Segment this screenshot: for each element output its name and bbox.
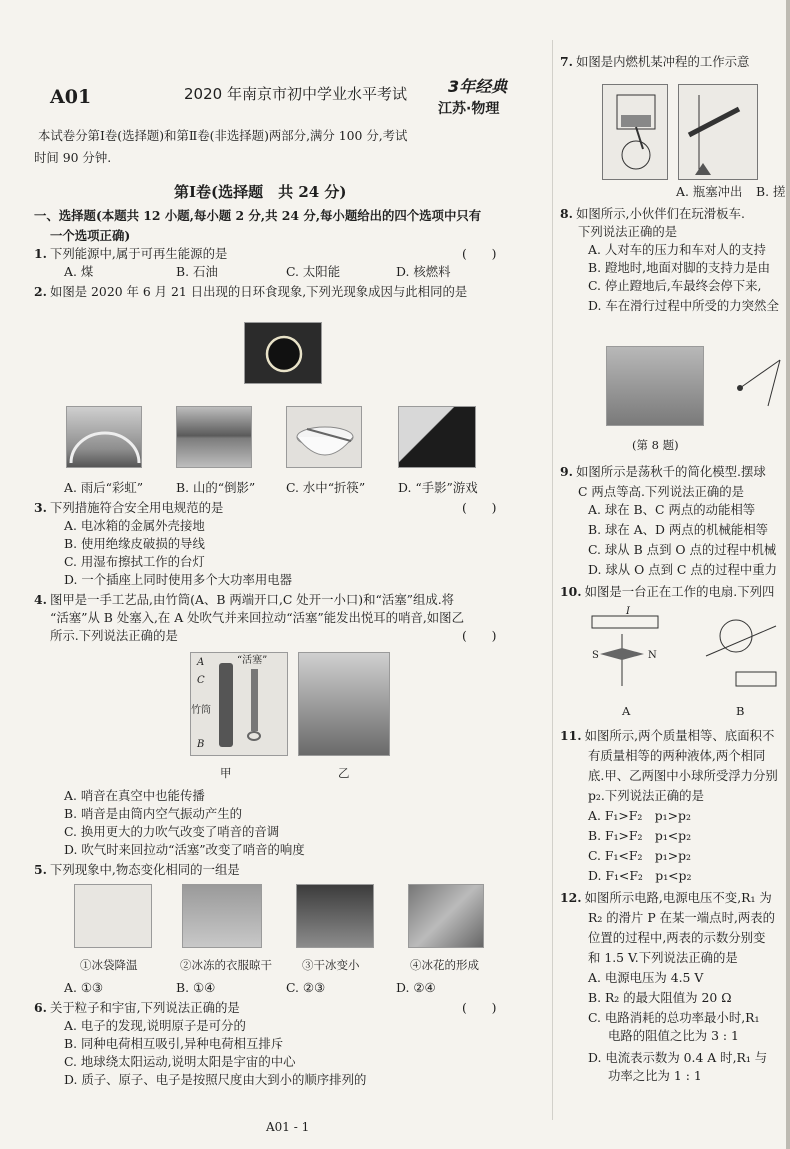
scooter-kids-photo [606, 346, 704, 426]
brand-logo [438, 74, 507, 120]
q8-option-c: C. 停止蹬地后,车最终会停下来, [588, 278, 762, 293]
label-plunger: “活塞” [237, 655, 268, 666]
q5-option-c: C. ②③ [286, 980, 326, 995]
q4-option-a: A. 哨音在真空中也能传播 [64, 788, 205, 803]
q9-option-a: A. 球在 B、C 两点的动能相等 [588, 502, 756, 517]
section-instruction-1: 一、选择题(本题共 12 小题,每小题 2 分,共 24 分,每小题给出的四个选项中只有 [34, 208, 482, 223]
hand-crank-generator-icon [696, 606, 786, 696]
q12-option-d-1: D. 电流表示数为 0.4 A 时,R₁ 与 [588, 1050, 768, 1065]
current-i-label: I [626, 606, 630, 617]
q11-stem-3: 底.甲、乙两图中小球所受浮力分别 [588, 768, 778, 783]
q7-stem: 如图是内燃机某冲程的工作示意 [575, 54, 750, 69]
q11-option-d: D. F₁<F₂ p₁<p₂ [588, 868, 692, 883]
q7-option-a: A. 瓶塞冲出 [676, 184, 743, 199]
q4-stem-1: 图甲是一手工艺品,由竹筒(A、B 两端开口,C 处开一小口)和“活塞”组成.将 [49, 592, 455, 607]
q4-option-c: C. 换用更大的力吹气改变了哨音的音调 [64, 824, 280, 839]
q12-option-c-2: 电路的阻值之比为 3 : 1 [608, 1028, 739, 1043]
rainbow-photo [66, 406, 142, 468]
question-7 [560, 52, 749, 72]
ice-flower-photo [408, 884, 484, 948]
q4-option-b: B. 哨音是由筒内空气振动产生的 [64, 806, 243, 821]
pole-n-label: N [648, 650, 657, 661]
question-1 [34, 244, 227, 264]
intro-line-1: 本试卷分第Ⅰ卷(选择题)和第Ⅱ卷(非选择题)两部分,满分 100 分,考试 [38, 128, 408, 143]
q11-number: 11. [560, 728, 582, 743]
pole-s-label: S [592, 650, 599, 661]
question-8 [560, 204, 745, 224]
plunger-ring-shape [247, 731, 261, 741]
q9-option-c: C. 球从 B 点到 O 点的过程中机械 [588, 542, 777, 557]
q9-stem-2: C 两点等高.下列说法正确的是 [578, 484, 745, 499]
q11-stem-4: p₂.下列说法正确的是 [588, 788, 704, 803]
label-c: C [197, 675, 205, 686]
label-b: B [197, 739, 205, 750]
q10-stem: 如图是一台正在工作的电扇.下列四 [584, 584, 775, 599]
q1-option-a: A. 煤 [64, 264, 94, 279]
page-footer: A01 - 1 [266, 1120, 310, 1134]
q6-stem: 关于粒子和宇宙,下列说法正确的是 [49, 1000, 240, 1015]
brand-bottom: 江苏·物理 [438, 100, 500, 117]
q3-stem: 下列措施符合安全用电规范的是 [49, 500, 224, 515]
solar-eclipse-photo [244, 322, 322, 384]
q1-option-d: D. 核燃料 [396, 264, 451, 279]
q12-stem-2: R₂ 的滑片 P 在某一端点时,两表的 [588, 910, 776, 925]
q3-option-b: B. 使用绝缘皮破损的导线 [64, 536, 205, 551]
q5-caption-4: ④冰花的形成 [410, 958, 479, 972]
q6-option-a: A. 电子的发现,说明原子是可分的 [64, 1018, 246, 1033]
q9-option-b: B. 球在 A、D 两点的机械能相等 [588, 522, 769, 537]
brand-top: 3年经典 [448, 77, 508, 96]
test-tube-icon [679, 85, 759, 181]
q12-stem-1: 如图所示电路,电源电压不变,R₁ 为 [584, 890, 772, 905]
hand-shadow-photo [398, 406, 476, 468]
bowl-icon [287, 407, 362, 468]
q8-option-a: A. 人对车的压力和车对人的支持 [588, 242, 766, 257]
q12-option-c-1: C. 电路消耗的总功率最小时,R₁ [588, 1010, 760, 1025]
q8-option-d: D. 车在滑行过程中所受的力突然全 [588, 298, 779, 313]
q2-option-b: B. 山的“倒影” [176, 480, 256, 495]
q2-option-a: A. 雨后“彩虹” [64, 480, 144, 495]
q11-stem-2: 有质量相等的两种液体,两个相同 [588, 748, 766, 763]
label-tube: 竹筒 [191, 705, 211, 716]
q12-stem-4: 和 1.5 V.下列说法正确的是 [588, 950, 738, 965]
dry-ice-photo [296, 884, 374, 948]
q6-option-d: D. 质子、原子、电子是按照尺度由大到小的顺序排列的 [64, 1072, 367, 1087]
q5-option-a: A. ①③ [64, 980, 104, 995]
q1-number: 1. [34, 246, 47, 261]
q11-stem-1: 如图所示,两个质量相等、底面积不 [584, 728, 775, 743]
test-tube-cork-diagram [678, 84, 758, 180]
bamboo-whistle-figure [190, 652, 288, 756]
question-2 [34, 282, 467, 302]
section-instruction-2: 一个选项正确) [50, 228, 131, 243]
q10-figure-b [696, 606, 786, 696]
q10-number: 10. [560, 584, 582, 599]
q8-stem-1: 如图所示,小伙伴们在玩滑板车. [575, 206, 745, 221]
q5-option-d: D. ②④ [396, 980, 436, 995]
question-3 [34, 498, 223, 518]
q3-option-d: D. 一个插座上同时使用多个大功率用电器 [64, 572, 293, 587]
q9-number: 9. [560, 464, 573, 479]
engine-stroke-diagram [602, 84, 668, 180]
q5-stem: 下列现象中,物态变化相同的一组是 [49, 862, 240, 877]
q11-option-c: C. F₁<F₂ p₁>p₂ [588, 848, 691, 863]
q2-number: 2. [34, 284, 47, 299]
q2-option-d: D. “手影”游戏 [398, 480, 478, 495]
q10-label-b: B [736, 704, 745, 718]
q6-option-b: B. 同种电荷相互吸引,异种电荷相互排斥 [64, 1036, 284, 1051]
fig-jia-caption: 甲 [220, 766, 232, 780]
rainbow-icon [67, 407, 142, 468]
paper-title: 2020 年南京市初中学业水平考试 [184, 85, 407, 103]
q8-stem-2: 下列说法正确的是 [578, 224, 678, 239]
q11-option-b: B. F₁>F₂ p₁<p₂ [588, 828, 692, 843]
q4-stem-3: 所示.下列说法正确的是 [50, 628, 178, 643]
q5-option-b: B. ①④ [176, 980, 216, 995]
right-column [560, 0, 786, 1149]
q7-number: 7. [560, 54, 573, 69]
q9-option-d: D. 球从 O 点到 C 点的过程中重力 [588, 562, 778, 577]
q8-number: 8. [560, 206, 573, 221]
q4-option-d: D. 吹气时来回拉动“活塞”改变了哨音的响度 [64, 842, 305, 857]
fig-yi-caption: 乙 [338, 766, 350, 780]
q9-stem-1: 如图所示是荡秋千的简化模型.摆球 [575, 464, 766, 479]
q6-number: 6. [34, 1000, 47, 1015]
q5-caption-2: ②冰冻的衣服晾干 [180, 958, 272, 972]
mountain-reflection-photo [176, 406, 252, 468]
piston-icon [603, 85, 669, 181]
intro-line-2: 时间 90 分钟. [34, 150, 112, 165]
q4-number: 4. [34, 592, 47, 607]
q12-number: 12. [560, 890, 582, 905]
boy-playing-whistle-photo [298, 652, 390, 756]
q4-answer-bracket: ( ) [462, 628, 497, 643]
question-12 [560, 888, 772, 908]
question-4 [34, 590, 454, 610]
frozen-clothes-photo [182, 884, 262, 948]
q12-stem-3: 位置的过程中,两表的示数分别变 [588, 930, 766, 945]
q3-answer-bracket: ( ) [462, 500, 497, 515]
q10-figure-a [586, 606, 666, 690]
q5-caption-3: ③干冰变小 [302, 958, 360, 972]
question-10 [560, 582, 774, 602]
q1-option-b: B. 石油 [176, 264, 218, 279]
ice-pack-photo [74, 884, 152, 948]
label-a: A [197, 657, 205, 668]
q5-caption-1: ①冰袋降温 [80, 958, 138, 972]
q12-option-b: B. R₂ 的最大阻值为 20 Ω [588, 990, 732, 1005]
q12-option-a: A. 电源电压为 4.5 V [588, 970, 704, 985]
q2-stem: 如图是 2020 年 6 月 21 日出现的日环食现象,下列光现象成因与此相同的是 [49, 284, 468, 299]
q10-label-a: A [622, 704, 631, 718]
q3-option-a: A. 电冰箱的金属外壳接地 [64, 518, 205, 533]
plunger-shape [251, 669, 258, 731]
q3-option-c: C. 用湿布擦拭工作的台灯 [64, 554, 205, 569]
section-title: 第Ⅰ卷(选择题 共 24 分) [174, 183, 347, 201]
question-6 [34, 998, 240, 1018]
q2-option-c: C. 水中“折筷” [286, 480, 366, 495]
bamboo-tube-shape [219, 663, 233, 747]
column-divider [552, 40, 553, 1120]
eclipse-ring-icon [245, 323, 322, 384]
q6-option-c: C. 地球绕太阳运动,说明太阳是宇宙的中心 [64, 1054, 296, 1069]
paper-code: A01 [50, 86, 92, 108]
question-9 [560, 462, 766, 482]
pendulum-icon [710, 356, 786, 416]
question-11 [560, 726, 774, 746]
q3-number: 3. [34, 500, 47, 515]
q4-stem-2: “活塞”从 B 处塞入,在 A 处吹气并来回拉动“活塞”能发出悦耳的哨音,如图乙 [50, 610, 464, 625]
swing-model-diagram [710, 356, 786, 416]
q11-option-a: A. F₁>F₂ p₁>p₂ [588, 808, 691, 823]
chopsticks-in-water-photo [286, 406, 362, 468]
q8-figure-caption: (第 8 题) [632, 438, 679, 452]
q8-option-b: B. 蹬地时,地面对脚的支持力是由 [588, 260, 770, 275]
q12-option-d-2: 功率之比为 1 : 1 [608, 1068, 702, 1083]
q5-number: 5. [34, 862, 47, 877]
q1-stem: 下列能源中,属于可再生能源的是 [49, 246, 228, 261]
q6-answer-bracket: ( ) [462, 1000, 497, 1015]
q7-option-b: B. 搓 [756, 184, 786, 199]
question-5 [34, 860, 240, 880]
q1-answer-bracket: ( ) [462, 246, 497, 261]
q1-option-c: C. 太阳能 [286, 264, 341, 279]
